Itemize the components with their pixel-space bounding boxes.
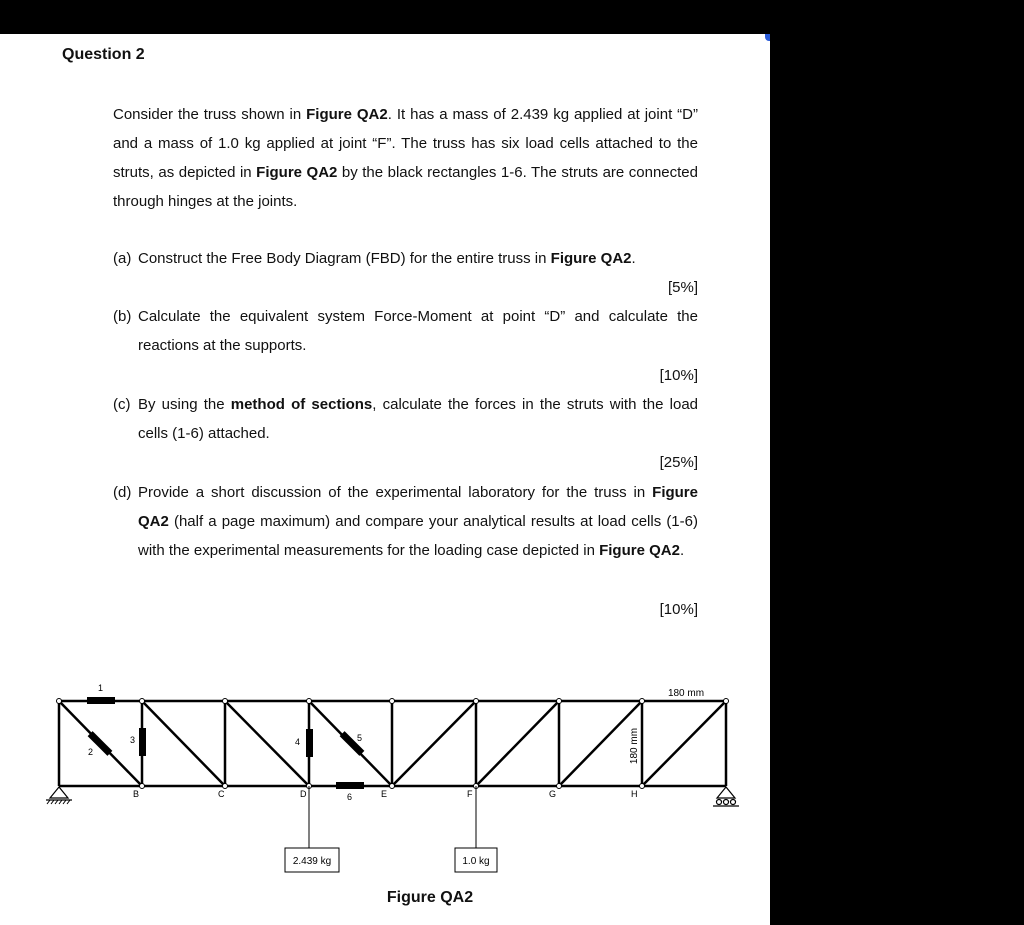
load-d-label: 2.439 kg: [292, 856, 332, 867]
cell-number: 2: [88, 747, 94, 757]
mark-c: [25%]: [659, 454, 698, 471]
truss-diagram: [0, 674, 770, 874]
dimension-vertical: 180 mm: [629, 727, 640, 765]
joint-label: D: [300, 789, 307, 799]
diagonal-member: [392, 701, 476, 786]
part-c: (c) By using the method of sections, calculate the forces in the struts with the load cells (1-6) attached.: [113, 390, 698, 448]
mark-d: [10%]: [659, 601, 698, 618]
question-title: Question 2: [62, 46, 145, 63]
intro-paragraph: Consider the truss shown in Figure QA2. It has a mass of 2.439 kg applied at joint “D” and a mass of 1.0 kg applied at joint “F”. The truss has six load cells attached to the struts, as depicted in Figure QA2 by the black rectangles 1-6. The struts are connected through hinges at the joints.: [113, 106, 699, 210]
joint-label: F: [467, 789, 473, 799]
load-cell-3: [139, 728, 146, 756]
joint-label: C: [218, 789, 225, 799]
cell-number: 3: [130, 735, 136, 745]
joint-label: G: [549, 789, 557, 799]
cell-number: 1: [98, 683, 104, 693]
corner-marker: [765, 34, 770, 41]
load-cell-4: [306, 729, 313, 757]
diagonal-member: [476, 701, 559, 786]
joint-labels: [133, 789, 638, 799]
figure-caption: Figure QA2: [386, 889, 474, 906]
part-b: (b) Calculate the equivalent system Force-Moment at point “D” and calculate the reactions at the supports.: [113, 302, 698, 360]
cell-number: 6: [347, 792, 353, 802]
cell-number: 5: [357, 733, 363, 743]
part-d: (d) Provide a short discussion of the experimental laboratory for the truss in Figure QA2 (half a page maximum) and compare your analytical results at load cells (1-6) with the experimental measurements for the loading case depicted in Figure QA2.: [113, 478, 698, 565]
load-f-label: 1.0 kg: [462, 856, 490, 867]
load-cell-1: [87, 697, 115, 704]
cell-number: 4: [295, 737, 301, 747]
truss-members: [59, 701, 726, 786]
joint-label: E: [381, 789, 388, 799]
part-label: (c): [113, 396, 131, 413]
mark-b: [10%]: [659, 367, 698, 384]
pin-support: [46, 787, 72, 804]
document-page: [0, 34, 770, 925]
part-label: (d): [113, 484, 132, 501]
joint-label: B: [133, 789, 140, 799]
joint-label: H: [631, 789, 638, 799]
diagonal-member: [642, 701, 726, 786]
figure-ref: Figure QA2: [306, 106, 388, 123]
diagonal-member: [142, 701, 225, 786]
load-cell-6: [336, 782, 364, 789]
figure-ref: Figure QA2: [256, 164, 338, 181]
part-label: (a): [113, 250, 132, 267]
part-a: (a) Construct the Free Body Diagram (FBD) for the entire truss in Figure QA2.: [113, 244, 698, 273]
part-label: (b): [113, 308, 132, 325]
mark-a: [5%]: [667, 279, 698, 296]
roller-support: [713, 787, 739, 806]
dimension-horizontal: 180 mm: [667, 688, 705, 699]
